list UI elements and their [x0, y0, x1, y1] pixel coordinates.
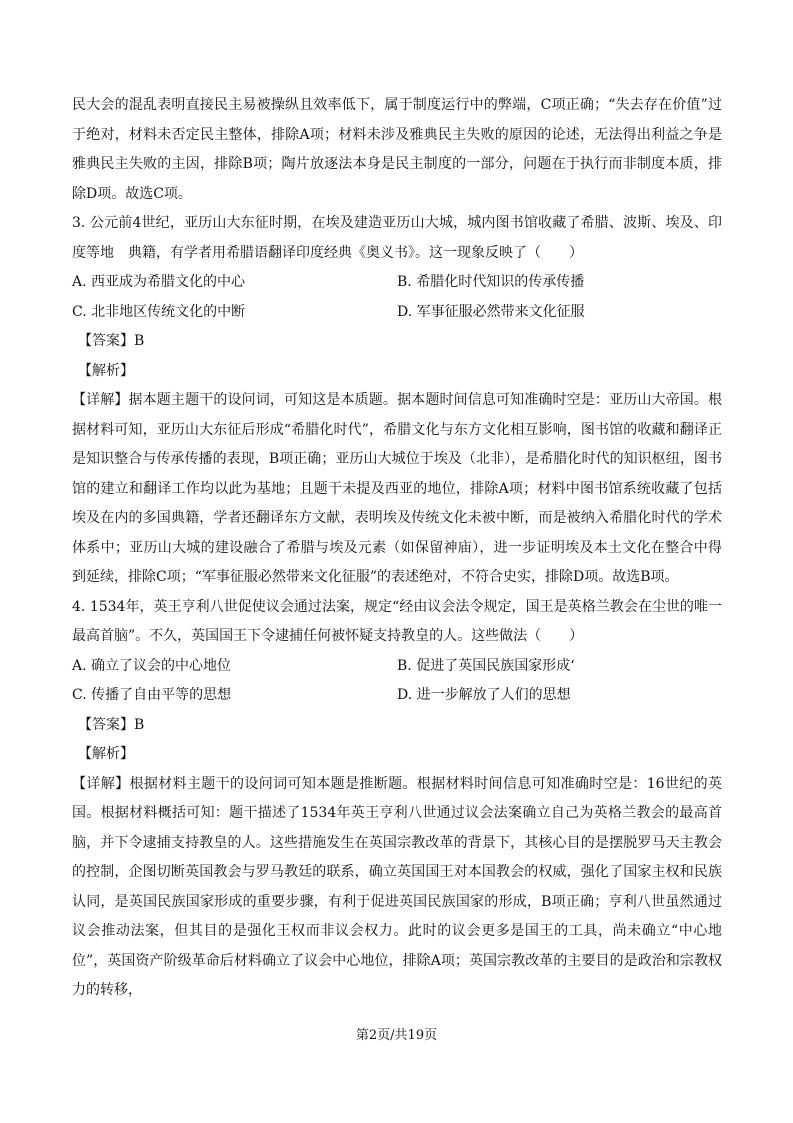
question-3-analysis-label: 【解析】	[78, 362, 134, 379]
question-3-options-row-1	[72, 268, 722, 298]
question-4-answer: 【答案】B	[78, 716, 145, 733]
question-4-option-b: B. 促进了英国民族国家形成‘	[397, 657, 575, 674]
question-4-option-c: C. 传播了自由平等的思想	[72, 687, 232, 703]
question-3-detail: 【详解】据本题主题干的设问词，可知这是本质题。据本题时间信息可知准确时空是：亚历山大帝国。根据材料可知，亚历山大东征后形成“希腊化时代”，希腊文化与东方文化相互影响，图书馆的收藏和翻译正是知识整合与传承传播的表现，B项正确；亚历山大城位于埃及（北非），是希腊化时代的知识枢纽，图书馆的建立和翻译工作均以此为基地；且题干未提及西亚的地位，排除A项；材料中图书馆系统收藏了包括埃及在内的多国典籍，学者还翻译东方文献，表明埃及传统文化未被中断，而是被纳入希腊化时代的学术体系中；亚历山大城的建设融合了希腊与埃及元素（如保留神庙），进一步证明埃及本土文化在整合中得到延续，排除C项；“军事征服必然带来文化征服”的表述绝对，不符合史实，排除D项。故选B项。	[72, 392, 722, 585]
question-4-option-a: A. 确立了议会的中心地位	[72, 657, 232, 674]
page-content	[72, 91, 722, 1006]
question-3-option-b: B. 希腊化时代知识的传承传播	[397, 274, 585, 290]
question-3-option-d: D. 军事征服必然带来文化征服	[397, 303, 585, 320]
question-4-option-d: D. 进一步解放了人们的思想	[397, 687, 571, 703]
question-3-options-row-2	[72, 298, 722, 328]
question-4-stem: 4. 1534年，英王亨利八世促使议会通过法案，规定“经由议会法令规定，国王是英格兰教会在尘世的唯一最高首脑”。不久，英国国王下令逮捕任何被怀疑支持教皇的人。这些做法（ ）	[72, 598, 722, 644]
question-4-detail: 【详解】根据材料主题干的设问词可知本题是推断题。根据材料时间信息可知准确时空是：16世纪的英国。根据材料概括可知：题干描述了1534年英王亨利八世通过议会法案确立自己为英格兰教会的最高首脑，并下令逮捕支持教皇的人。这些措施发生在英国宗教改革的背景下，其核心目的是摆脱罗马天主教会的控制，企图切断英国教会与罗马教廷的联系，确立英国国王对本国教会的权威，强化了国家主权和民族认同，是英国民族国家形成的重要步骤，有利于促进英国民族国家的形成，B项正确；亨利八世虽然通过议会推动法案，但其目的是强化王权而非议会权力。此时的议会更多是国王的工具，尚未确立“中心地位”，英国资产阶级革命后材料确立了议会中心地位，排除A项；英国宗教改革的主要目的是政治和宗教权力的转移，	[72, 775, 722, 998]
intro-paragraph: 民大会的混乱表明直接民主易被操纵且效率低下，属于制度运行中的弊端，C项正确；“失去存在价值”过于绝对，材料未否定民主整体，排除A项；材料未涉及雅典民主失败的原因的论述，无法得出利益之争是雅典民主失败的主因，排除B项；陶片放逐法本身是民主制度的一部分，问题在于执行而非制度本质，排除D项。故选C项。	[72, 97, 722, 202]
question-3-stem: 3. 公元前4世纪，亚历山大东征时期，在埃及建造亚历山大城，城内图书馆收藏了希腊、波斯、埃及、印度等地 典籍，有学者用希腊语翻译印度经典《奥义书》。这一现象反映了（ ）	[72, 215, 722, 261]
question-3-option-a: A. 西亚成为希腊文化的中心	[72, 274, 246, 290]
question-3-answer: 【答案】B	[78, 333, 145, 349]
question-4-options-row-2	[72, 681, 722, 711]
question-4-options-row-1	[72, 652, 722, 682]
page-number-footer: 第2页/共19页	[355, 1028, 438, 1043]
question-3-option-c: C. 北非地区传统文化的中断	[72, 303, 246, 320]
question-4-analysis-label: 【解析】	[78, 746, 134, 762]
